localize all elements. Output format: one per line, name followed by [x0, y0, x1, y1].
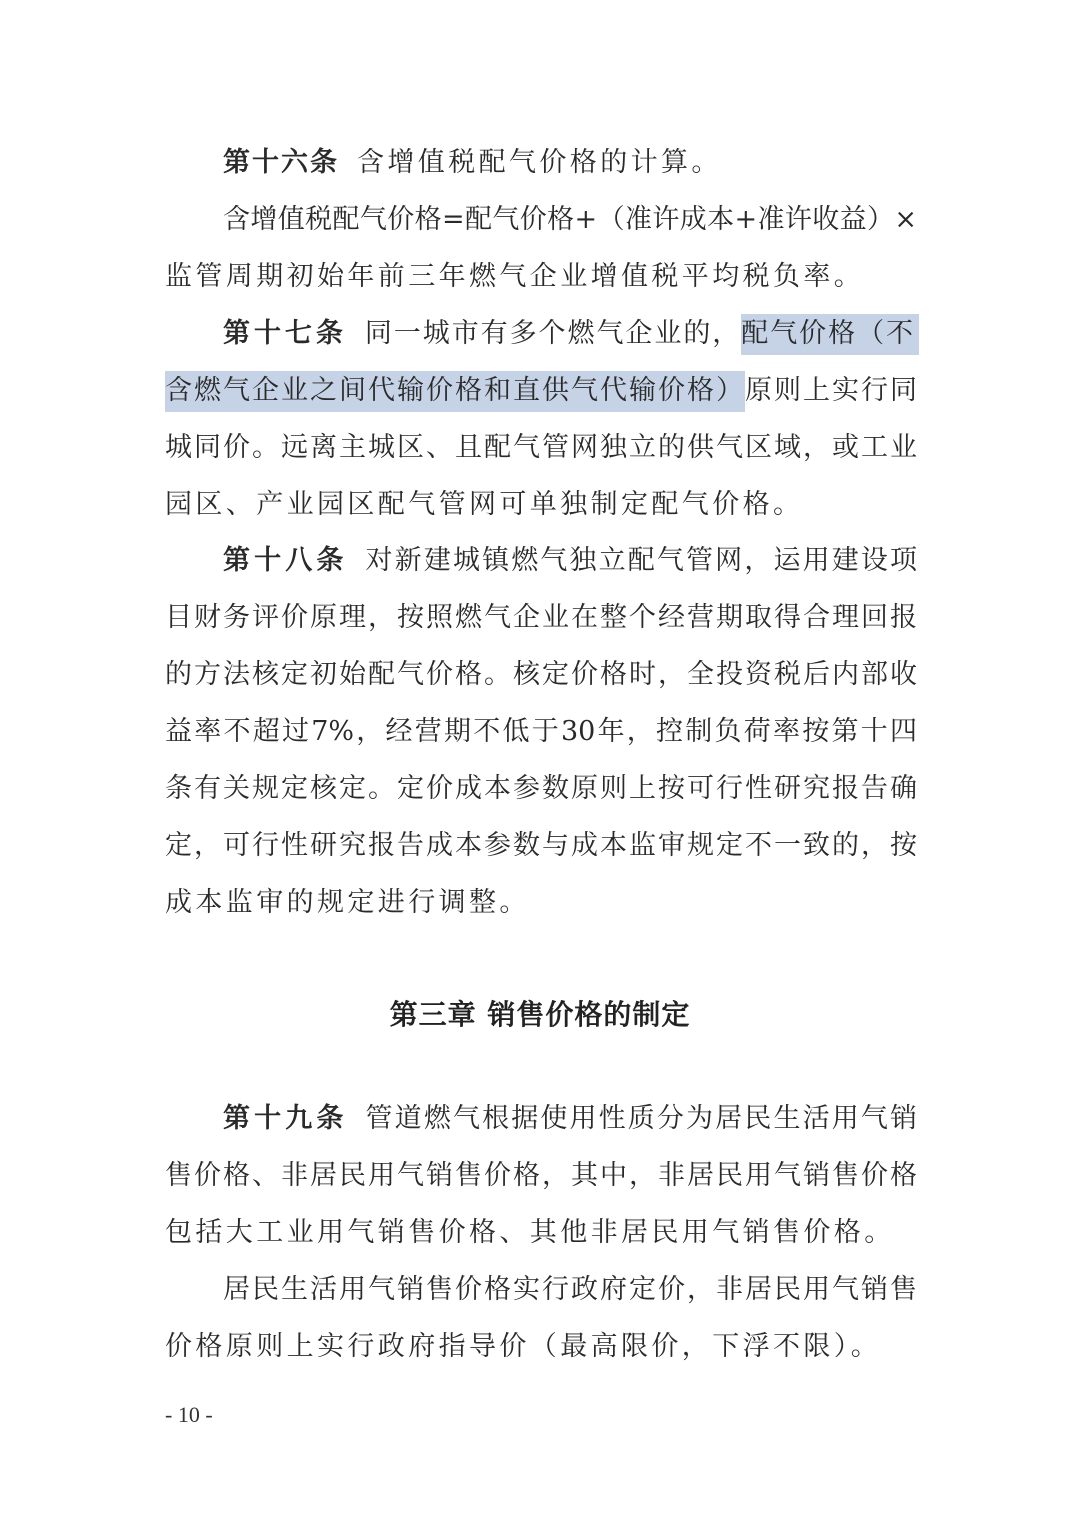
article-18-heading: 第十八条 — [223, 545, 348, 576]
article-19-text-1: 管道燃气根据使用性质分为居民生活用气销 — [365, 1103, 918, 1134]
article-16-heading: 第十六条 — [223, 147, 339, 178]
article-19-line-2: 售价格、非居民用气销售价格，其中，非居民用气销售价格 — [165, 1160, 917, 1191]
article-18-line-2: 目财务评价原理，按照燃气企业在整个经营期取得合理回报 — [165, 602, 917, 633]
article-18-line-3: 的方法核定初始配气价格。核定价格时，全投资税后内部收 — [165, 659, 917, 690]
page-number: - 10 - — [165, 1402, 213, 1427]
article-18-line-7 — [165, 883, 917, 923]
article-17-text-4: 园区、产业园区配气管网可单独制定配气价格。 — [165, 489, 804, 520]
article-17-line-2 — [165, 371, 917, 411]
article-18-text-1: 对新建城镇燃气独立配气管网，运用建设项 — [365, 545, 918, 576]
article-19-para2-text-2: 价格原则上实行政府指导价（最高限价，下浮不限）。 — [165, 1331, 882, 1362]
highlighted-text-2: 含燃气企业之间代输价格和直供气代输价格） — [165, 375, 745, 406]
article-16-formula-text-2: 监管周期初始年前三年燃气企业增值税平均税负率。 — [165, 261, 865, 292]
article-19-text-3: 包括大工业用气销售价格、其他非居民用气销售价格。 — [165, 1217, 895, 1248]
article-19-line-3 — [165, 1213, 917, 1253]
article-18-line-5: 条有关规定核定。定价成本参数原则上按可行性研究报告确 — [165, 773, 917, 804]
article-16-formula-line-2 — [165, 257, 917, 297]
article-17-line-1 — [223, 314, 917, 354]
article-17-text-plain-2: 原则上实行同 — [745, 375, 917, 406]
article-17-line-4 — [165, 485, 917, 525]
article-16-line-1 — [223, 143, 917, 183]
article-19-heading: 第十九条 — [223, 1103, 348, 1134]
chapter-heading: 第三章 销售价格的制定 — [389, 998, 691, 1031]
article-16-title: 含增值税配气价格的计算。 — [357, 147, 722, 178]
article-17-text-plain-1: 同一城市有多个燃气企业的， — [364, 318, 742, 349]
article-18-line-6: 定，可行性研究报告成本参数与成本监审规定不一致的，按 — [165, 830, 917, 861]
article-18-line-1 — [223, 541, 917, 581]
article-19-para2-line-2 — [165, 1327, 917, 1367]
highlighted-text-1: 配气价格（不 — [741, 318, 919, 349]
article-19-line-1 — [223, 1099, 917, 1139]
article-17-line-3: 城同价。远离主城区、且配气管网独立的供气区域，或工业 — [165, 432, 917, 463]
article-19-para2-line-1: 居民生活用气销售价格实行政府定价，非居民用气销售 — [223, 1274, 917, 1305]
article-16-formula-line-1: 含增值税配气价格=配气价格+（准许成本+准许收益）× — [223, 204, 917, 235]
article-17-heading: 第十七条 — [223, 318, 347, 349]
article-18-line-4: 益率不超过7%，经营期不低于30年，控制负荷率按第十四 — [165, 716, 917, 747]
article-18-text-7: 成本监审的规定进行调整。 — [165, 887, 530, 918]
